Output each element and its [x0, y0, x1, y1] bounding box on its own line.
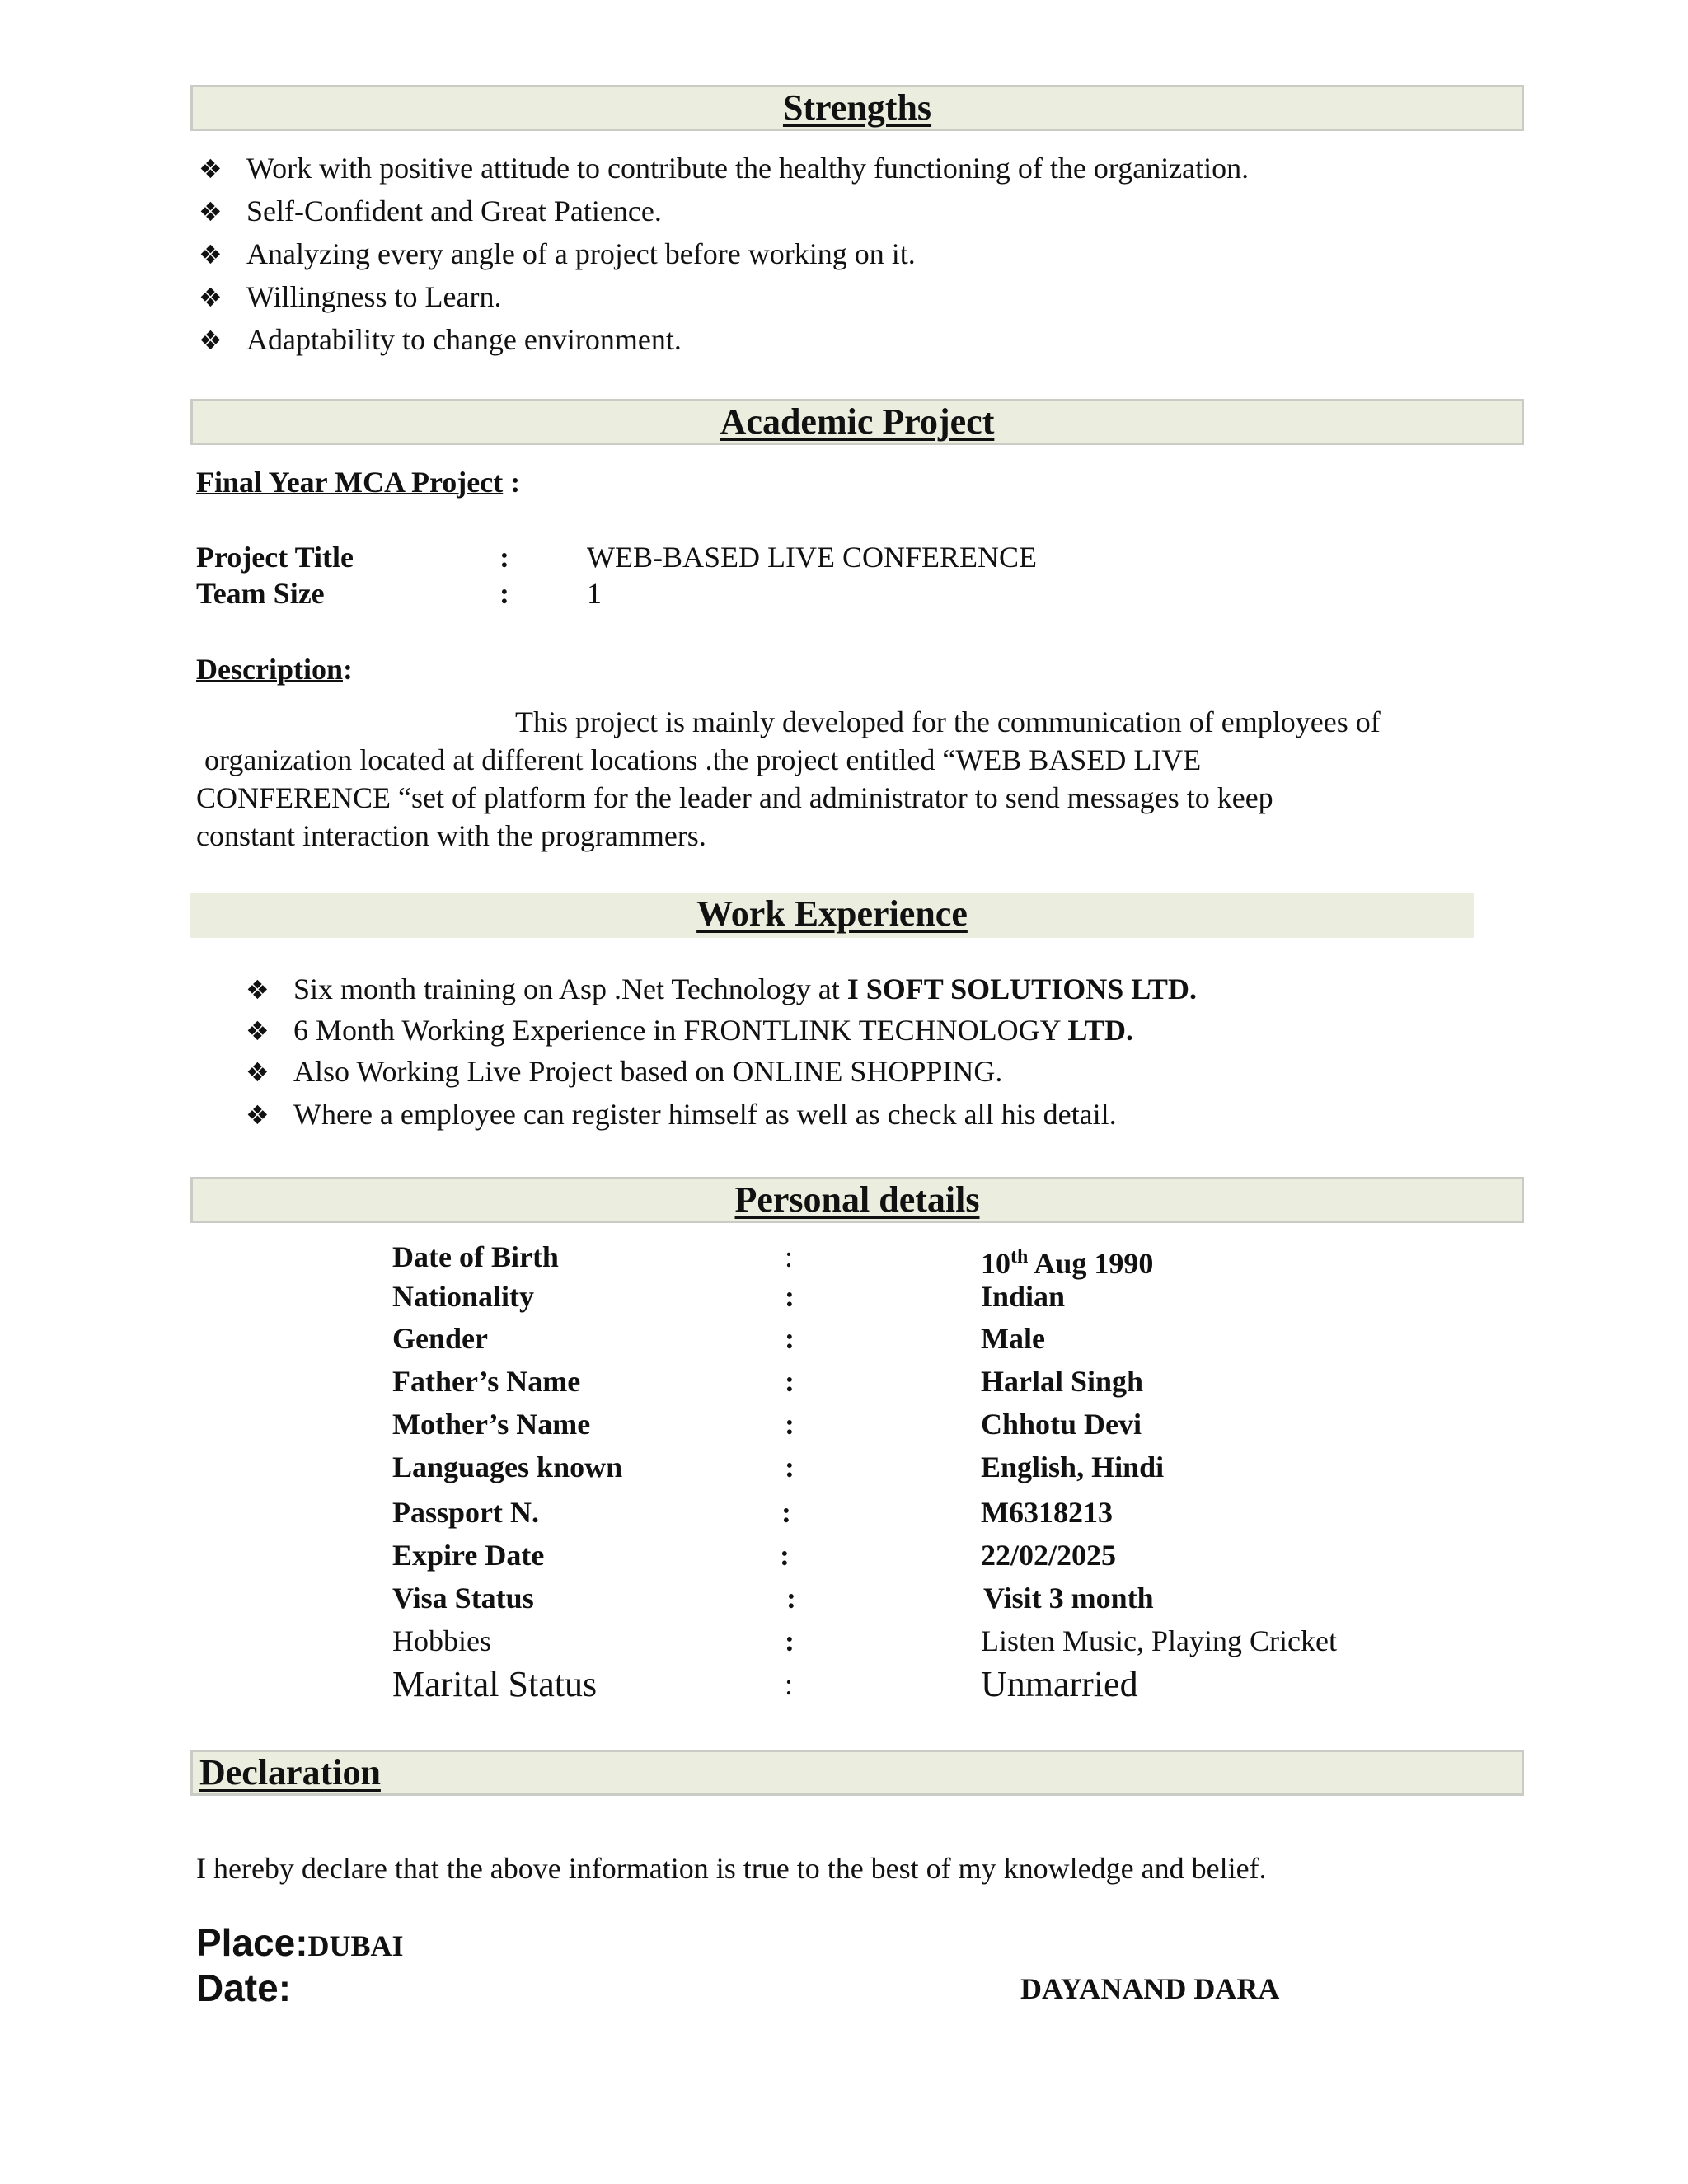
passport-label: Passport N. [392, 1496, 539, 1529]
list-item: ❖ 6 Month Working Experience in FRONTLINK TECHNOLOGY LTD. [246, 1014, 1134, 1047]
marital-status-value: Unmarried [981, 1664, 1138, 1704]
expire-date-value: 22/02/2025 [981, 1539, 1117, 1572]
father-name-value: Harlal Singh [981, 1365, 1144, 1398]
place-line [196, 1922, 404, 1963]
diamond-bullet-icon: ❖ [199, 153, 223, 185]
place-label: Place: [196, 1921, 308, 1964]
colon: : [785, 1280, 795, 1313]
diamond-bullet-icon: ❖ [199, 282, 223, 313]
nationality-value: Indian [981, 1280, 1066, 1313]
colon: : [785, 1408, 795, 1441]
list-item: ❖ Willingness to Learn. [199, 280, 502, 313]
work-heading: Work Experience [696, 893, 968, 934]
description-line: organization located at different locations .the project entitled “WEB BASED LIVE [204, 743, 1202, 776]
team-size-value: 1 [587, 577, 602, 610]
visa-status-value: Visit 3 month [983, 1582, 1154, 1615]
academic-header [190, 399, 1524, 445]
mother-name-label: Mother’s Name [392, 1408, 591, 1441]
languages-label: Languages known [392, 1451, 623, 1483]
colon: : [786, 1582, 796, 1615]
description-label: Description: [196, 653, 353, 686]
diamond-bullet-icon: ❖ [199, 196, 223, 227]
strengths-heading: Strengths [782, 87, 932, 128]
personal-heading: Personal details [734, 1179, 980, 1220]
father-name-label: Father’s Name [392, 1365, 581, 1398]
place-value: DUBAI [307, 1929, 404, 1962]
diamond-bullet-icon: ❖ [246, 1057, 270, 1088]
dob-label: Date of Birth [392, 1240, 559, 1273]
list-item: ❖ Analyzing every angle of a project before working on it. [199, 237, 916, 270]
colon: : [499, 577, 509, 610]
diamond-bullet-icon: ❖ [199, 325, 223, 356]
mother-name-value: Chhotu Devi [981, 1408, 1142, 1441]
colon: : [785, 1624, 795, 1657]
marital-status-label: Marital Status [392, 1664, 598, 1704]
declaration-header [190, 1750, 1524, 1796]
declaration-heading: Declaration [199, 1752, 381, 1793]
project-subheading: Final Year MCA Project : [196, 466, 521, 499]
academic-heading: Academic Project [720, 401, 995, 442]
colon: : [785, 1365, 795, 1398]
nationality-label: Nationality [392, 1280, 535, 1313]
declaration-text: I hereby declare that the above information is true to the best of my knowledge and belief. [196, 1852, 1267, 1885]
passport-value: M6318213 [981, 1496, 1113, 1529]
colon: : [780, 1539, 790, 1572]
project-title-value: WEB-BASED LIVE CONFERENCE [587, 541, 1037, 574]
languages-value: English, Hindi [981, 1451, 1165, 1483]
personal-header [190, 1177, 1524, 1223]
description-line: This project is mainly developed for the communication of employees of [515, 705, 1381, 738]
gender-value: Male [981, 1322, 1045, 1355]
description-line: CONFERENCE “set of platform for the leader and administrator to send messages to keep [196, 781, 1273, 814]
diamond-bullet-icon: ❖ [246, 1099, 270, 1131]
colon: : [781, 1496, 791, 1529]
date-label: Date: [196, 1966, 292, 2009]
diamond-bullet-icon: ❖ [199, 239, 223, 270]
list-item: ❖ Six month training on Asp .Net Technology at I SOFT SOLUTIONS LTD. [246, 972, 1197, 1005]
team-size-label: Team Size [196, 577, 325, 610]
expire-date-label: Expire Date [392, 1539, 545, 1572]
list-item: ❖ Where a employee can register himself as well as check all his detail. [246, 1098, 1117, 1131]
project-title-label: Project Title [196, 541, 354, 574]
visa-status-label: Visa Status [392, 1582, 534, 1615]
gender-label: Gender [392, 1322, 488, 1355]
colon: : [785, 1668, 794, 1701]
work-header [190, 893, 1474, 938]
diamond-bullet-icon: ❖ [246, 1015, 270, 1047]
hobbies-label: Hobbies [392, 1624, 491, 1657]
colon: : [499, 541, 509, 574]
signature-name: DAYANAND DARA [1020, 1972, 1280, 2005]
colon: : [785, 1322, 795, 1355]
colon: : [785, 1451, 795, 1483]
list-item: ❖ Work with positive attitude to contribute the healthy functioning of the organization. [199, 152, 1250, 185]
dob-value: 10th Aug 1990 [981, 1246, 1154, 1280]
description-line: constant interaction with the programmers. [196, 819, 706, 852]
colon: : [785, 1240, 794, 1273]
list-item: ❖ Self-Confident and Great Patience. [199, 194, 662, 227]
list-item: ❖ Adaptability to change environment. [199, 323, 682, 356]
strengths-header [190, 85, 1524, 131]
diamond-bullet-icon: ❖ [246, 974, 270, 1005]
hobbies-value: Listen Music, Playing Cricket [981, 1624, 1337, 1657]
list-item: ❖ Also Working Live Project based on ONLINE SHOPPING. [246, 1055, 1003, 1088]
